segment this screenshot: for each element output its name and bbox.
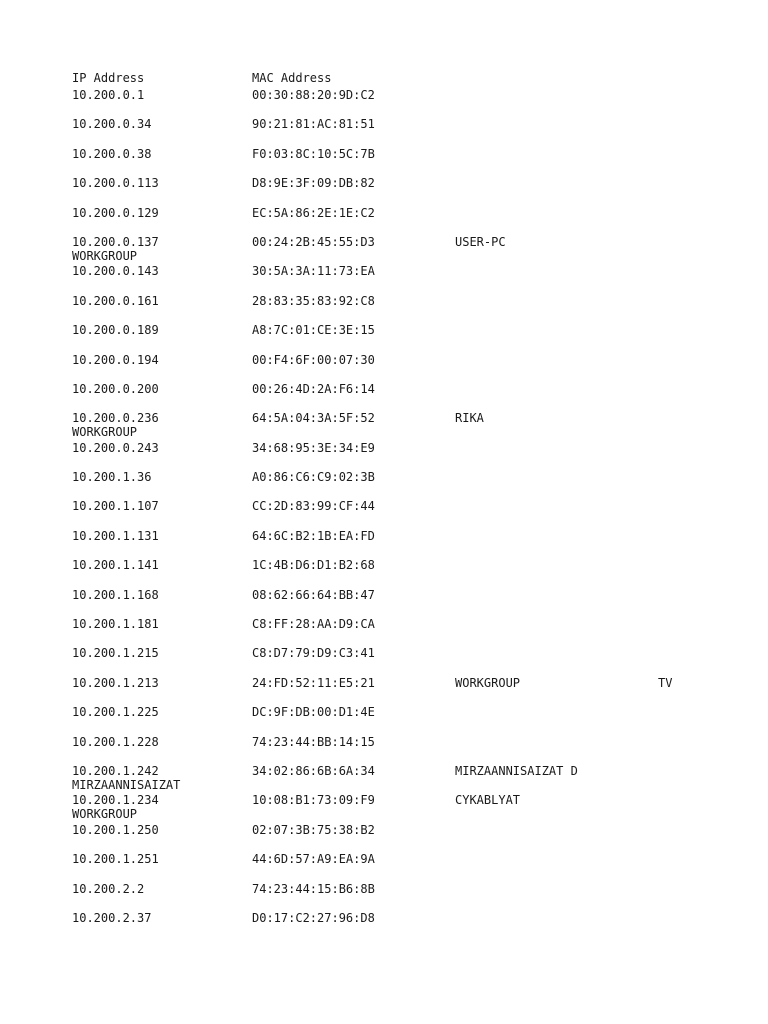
- table-row: [72, 645, 712, 674]
- table-header: [72, 70, 712, 87]
- mac-address-cell: EC:5A:86:2E:1E:C2: [252, 205, 375, 220]
- ip-address-cell: 10.200.1.181: [72, 617, 159, 632]
- mac-address-cell: A0:86:C6:C9:02:3B: [252, 470, 375, 485]
- host-name-cell: CYKABLYAT: [455, 793, 521, 808]
- mac-address-cell: C8:D7:79:D9:C3:41: [252, 646, 375, 661]
- table-row: [72, 116, 712, 145]
- host-name-cell: MIRZAANNISAIZAT D: [455, 763, 578, 778]
- mac-address-cell: D8:9E:3F:09:DB:82: [252, 176, 375, 191]
- mac-address-cell: 74:23:44:BB:14:15: [252, 734, 375, 749]
- ip-address-cell: 10.200.0.34: [72, 117, 152, 132]
- mac-address-cell: 64:6C:B2:1B:EA:FD: [252, 528, 375, 543]
- ip-address-cell: 10.200.1.242: [72, 763, 159, 778]
- host-name-cell: RIKA: [455, 411, 484, 426]
- wrapped-group-cell: WORKGROUP: [72, 248, 138, 263]
- mac-address-cell: 24:FD:52:11:E5:21: [252, 675, 375, 690]
- ip-address-cell: 10.200.0.143: [72, 264, 159, 279]
- ip-address-cell: 10.200.1.168: [72, 587, 159, 602]
- ip-address-cell: 10.200.1.234: [72, 793, 159, 808]
- scan-results-document: [72, 70, 712, 939]
- ip-address-cell: 10.200.0.1: [72, 88, 145, 102]
- mac-address-header: MAC Address: [252, 71, 332, 85]
- mac-address-cell: 28:83:35:83:92:C8: [252, 293, 375, 308]
- mac-address-cell: 00:30:88:20:9D:C2: [252, 88, 375, 102]
- mac-address-cell: 74:23:44:15:B6:8B: [252, 881, 375, 896]
- ip-address-cell: 10.200.0.243: [72, 440, 159, 455]
- ip-address-cell: 10.200.0.137: [72, 234, 159, 249]
- table-row: [72, 87, 712, 116]
- table-row: [72, 175, 712, 204]
- mac-address-cell: CC:2D:83:99:CF:44: [252, 499, 375, 514]
- ip-address-cell: 10.200.1.215: [72, 646, 159, 661]
- mac-address-cell: 90:21:81:AC:81:51: [252, 117, 375, 132]
- table-row: [72, 234, 712, 263]
- table-row: [72, 881, 712, 910]
- table-row: [72, 146, 712, 175]
- mac-address-cell: C8:FF:28:AA:D9:CA: [252, 617, 375, 632]
- table-row: [72, 675, 712, 704]
- ip-address-cell: 10.200.0.189: [72, 323, 159, 338]
- ip-address-cell: 10.200.2.2: [72, 881, 145, 896]
- table-row: [72, 704, 712, 733]
- wrapped-group-cell: WORKGROUP: [72, 807, 138, 822]
- table-row: [72, 910, 712, 939]
- table-row: [72, 616, 712, 645]
- ip-address-cell: 10.200.0.161: [72, 293, 159, 308]
- table-row: [72, 293, 712, 322]
- mac-address-cell: 10:08:B1:73:09:F9: [252, 793, 375, 808]
- table-row: [72, 322, 712, 351]
- wrapped-group-cell: WORKGROUP: [72, 425, 138, 440]
- table-row: [72, 734, 712, 763]
- ip-address-cell: 10.200.1.228: [72, 734, 159, 749]
- host-name-cell: WORKGROUP: [455, 675, 521, 690]
- ip-address-cell: 10.200.0.38: [72, 146, 152, 161]
- mac-address-cell: 34:02:86:6B:6A:34: [252, 763, 375, 778]
- table-row: [72, 440, 712, 469]
- table-row: [72, 381, 712, 410]
- table-row: [72, 205, 712, 234]
- ip-address-cell: 10.200.1.250: [72, 822, 159, 837]
- mac-address-cell: DC:9F:DB:00:D1:4E: [252, 705, 375, 720]
- ip-address-cell: 10.200.0.200: [72, 381, 159, 396]
- ip-address-cell: 10.200.1.36: [72, 470, 152, 485]
- ip-address-cell: 10.200.0.194: [72, 352, 159, 367]
- ip-address-header: IP Address: [72, 71, 145, 85]
- ip-address-cell: 10.200.1.107: [72, 499, 159, 514]
- mac-address-cell: 34:68:95:3E:34:E9: [252, 440, 375, 455]
- extra-info-cell: TV: [658, 675, 673, 690]
- table-row: [72, 352, 712, 381]
- mac-address-cell: 02:07:3B:75:38:B2: [252, 822, 375, 837]
- mac-address-cell: 00:26:4D:2A:F6:14: [252, 381, 375, 396]
- mac-address-cell: 44:6D:57:A9:EA:9A: [252, 852, 375, 867]
- ip-address-cell: 10.200.1.251: [72, 852, 159, 867]
- table-row: [72, 822, 712, 851]
- mac-address-cell: F0:03:8C:10:5C:7B: [252, 146, 375, 161]
- ip-address-cell: 10.200.0.236: [72, 411, 159, 426]
- mac-address-cell: 08:62:66:64:BB:47: [252, 587, 375, 602]
- table-row: [72, 587, 712, 616]
- table-row: [72, 410, 712, 439]
- ip-address-cell: 10.200.0.113: [72, 176, 159, 191]
- table-row: [72, 263, 712, 292]
- mac-address-cell: A8:7C:01:CE:3E:15: [252, 323, 375, 338]
- ip-address-cell: 10.200.2.37: [72, 910, 152, 925]
- mac-address-cell: D0:17:C2:27:96:D8: [252, 910, 375, 925]
- mac-address-cell: 00:24:2B:45:55:D3: [252, 234, 375, 249]
- table-row: [72, 528, 712, 557]
- host-name-cell: USER-PC: [455, 234, 506, 249]
- table-row: [72, 763, 712, 792]
- ip-address-cell: 10.200.1.213: [72, 675, 159, 690]
- ip-address-cell: 10.200.1.225: [72, 705, 159, 720]
- wrapped-group-cell: MIRZAANNISAIZAT: [72, 777, 181, 792]
- mac-address-cell: 00:F4:6F:00:07:30: [252, 352, 375, 367]
- table-body: [72, 87, 712, 939]
- mac-address-cell: 30:5A:3A:11:73:EA: [252, 264, 375, 279]
- table-row: [72, 851, 712, 880]
- table-row: [72, 498, 712, 527]
- table-row: [72, 557, 712, 586]
- ip-address-cell: 10.200.1.131: [72, 528, 159, 543]
- mac-address-cell: 1C:4B:D6:D1:B2:68: [252, 558, 375, 573]
- ip-address-cell: 10.200.1.141: [72, 558, 159, 573]
- table-row: [72, 792, 712, 821]
- table-row: [72, 469, 712, 498]
- ip-address-cell: 10.200.0.129: [72, 205, 159, 220]
- mac-address-cell: 64:5A:04:3A:5F:52: [252, 411, 375, 426]
